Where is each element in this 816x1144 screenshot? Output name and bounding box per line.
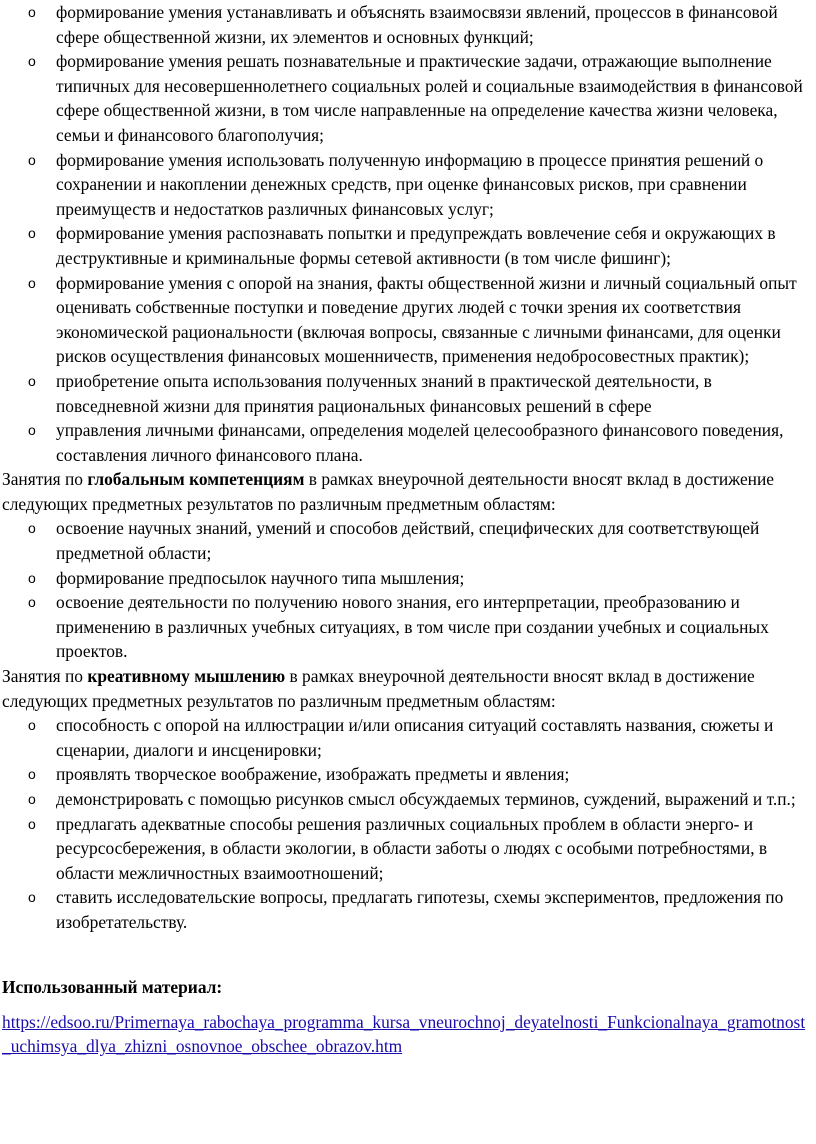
- list-item: [2, 762, 816, 787]
- bullet-marker: o: [28, 4, 36, 20]
- list-item: [2, 713, 816, 762]
- list-item: [2, 787, 816, 812]
- list-item: [2, 590, 816, 664]
- intro-text: Занятия по: [2, 666, 88, 687]
- list-item: [2, 148, 816, 222]
- list-item-text: освоение научных знаний, умений и способов действий, специфических для соответствующей предметной области;: [56, 518, 760, 564]
- list-item-text: демонстрировать с помощью рисунков смысл обсуждаемых терминов, суждений, выражений и т.п.;: [56, 789, 796, 809]
- reference-link[interactable]: https://edsoo.ru/Primernaya_rabochaya_programma_kursa_vneurochnoj_deyatelnosti_Funkcionalnaya_gramotnost_uchimsya_dlya_zhizni_osnovnoe_obschee_obrazov.htm: [2, 1011, 806, 1057]
- list-item: [2, 418, 816, 467]
- creative-thinking-intro: [2, 664, 816, 713]
- list-item-text: ставить исследовательские вопросы, предлагать гипотезы, схемы экспериментов, предложения по изобретательству.: [56, 887, 784, 932]
- intro-text: в рамках внеурочной деятельности вносят вклад в достижение следующих предметных результатов по различным предметным областям:: [2, 469, 775, 514]
- section-spacer: [2, 935, 816, 960]
- list-item-text: приобретение опыта использования полученных знаний в практической деятельности, в повседневной жизни для принятия рациональных финансовых решений в сфере: [56, 370, 712, 416]
- bullet-marker: o: [28, 225, 36, 242]
- global-competencies-intro: [2, 467, 816, 516]
- list-item: [2, 271, 816, 369]
- list-item: [2, 885, 816, 934]
- list-item: [2, 516, 816, 565]
- creative-thinking-list: [2, 713, 816, 934]
- list-item-text: проявлять творческое воображение, изображать предметы и явления;: [56, 764, 570, 785]
- list-item: [2, 0, 816, 49]
- list-item-text: способность с опорой на иллюстрации и/или описания ситуаций составлять названия, сюжеты и сценарии, диалоги и инсценировки;: [56, 715, 774, 760]
- global-competencies-list: [2, 516, 816, 664]
- bullet-marker: o: [28, 766, 36, 783]
- bullet-marker: o: [28, 151, 36, 168]
- bullet-marker: o: [28, 372, 36, 389]
- bullet-marker: o: [28, 717, 36, 734]
- bullet-marker: o: [28, 791, 36, 807]
- bullet-marker: o: [28, 594, 36, 611]
- intro-text: в рамках внеурочной деятельности вносят вклад в достижение следующих предметных результатов по различным предметным областям:: [2, 666, 755, 711]
- bullet-marker: o: [28, 274, 36, 291]
- bullet-marker: o: [28, 815, 36, 832]
- list-item: [2, 812, 816, 886]
- bullet-marker: o: [28, 569, 36, 586]
- list-item: [2, 566, 816, 591]
- bullet-marker: o: [28, 889, 36, 906]
- list-item-text: формирование предпосылок научного типа мышления;: [56, 567, 465, 588]
- global-competencies-term: глобальным компетенциям: [87, 469, 305, 490]
- financial-results-list: [2, 0, 816, 467]
- references-title: Использованный материал:: [2, 977, 223, 998]
- list-item-text: формирование умения устанавливать и объяснять взаимосвязи явлений, процессов в финансовой сфере общественной жизни, их элементов и основных функций;: [56, 2, 778, 47]
- intro-text: Занятия по: [2, 469, 88, 490]
- bullet-marker: o: [28, 422, 36, 439]
- list-item-text: управления личными финансами, определения моделей целесообразного финансового поведения, составления личного финансового плана.: [56, 420, 784, 465]
- list-item-text: освоение деятельности по получению нового знания, его интерпретации, преобразованию и применению в различных учебных ситуациях, в том числе при создании учебных и социальных проектов.: [56, 592, 769, 662]
- bullet-marker: o: [28, 520, 36, 537]
- list-item-text: формирование умения распознавать попытки и предупреждать вовлечение себя и окружающих в деструктивные и криминальные формы сетевой активности (в том числе фишинг);: [56, 223, 776, 268]
- bullet-marker: o: [28, 53, 36, 70]
- list-item: [2, 369, 816, 418]
- list-item-text: формирование умения использовать полученную информацию в процессе принятия решений о сохранении и накоплении денежных средств, при оценке финансовых рисков, при сравнении преимуществ и недостатков различных финансовых услуг;: [56, 149, 764, 219]
- list-item: [2, 49, 816, 147]
- creative-thinking-term: креативному мышлению: [87, 666, 286, 687]
- list-item-text: предлагать адекватные способы решения различных социальных проблем в области энерго- и ресурсосбережения, в области экологии, в области заботы о людях с особыми потребностями, в области межличностных взаимоотношений;: [56, 813, 768, 883]
- list-item-text: формирование умения решать познавательные и практические задачи, отражающие выполнение типичных для несовершеннолетнего социальных ролей и социальные взаимодействия в финансовой сфере общественной жизни, в том числе направленные на определение качества жизни человека, семьи и финансового благополучия;: [56, 51, 803, 145]
- list-item-text: формирование умения с опорой на знания, факты общественной жизни и личный социальный опыт оценивать собственные поступки и поведение других людей с точки зрения их соответствия экономической рациональности (включая вопросы, связанные с личными финансами, для оценки рисков осуществления финансовых мошенничеств, применения недобросовестных практик);: [56, 272, 797, 367]
- list-item: [2, 221, 816, 270]
